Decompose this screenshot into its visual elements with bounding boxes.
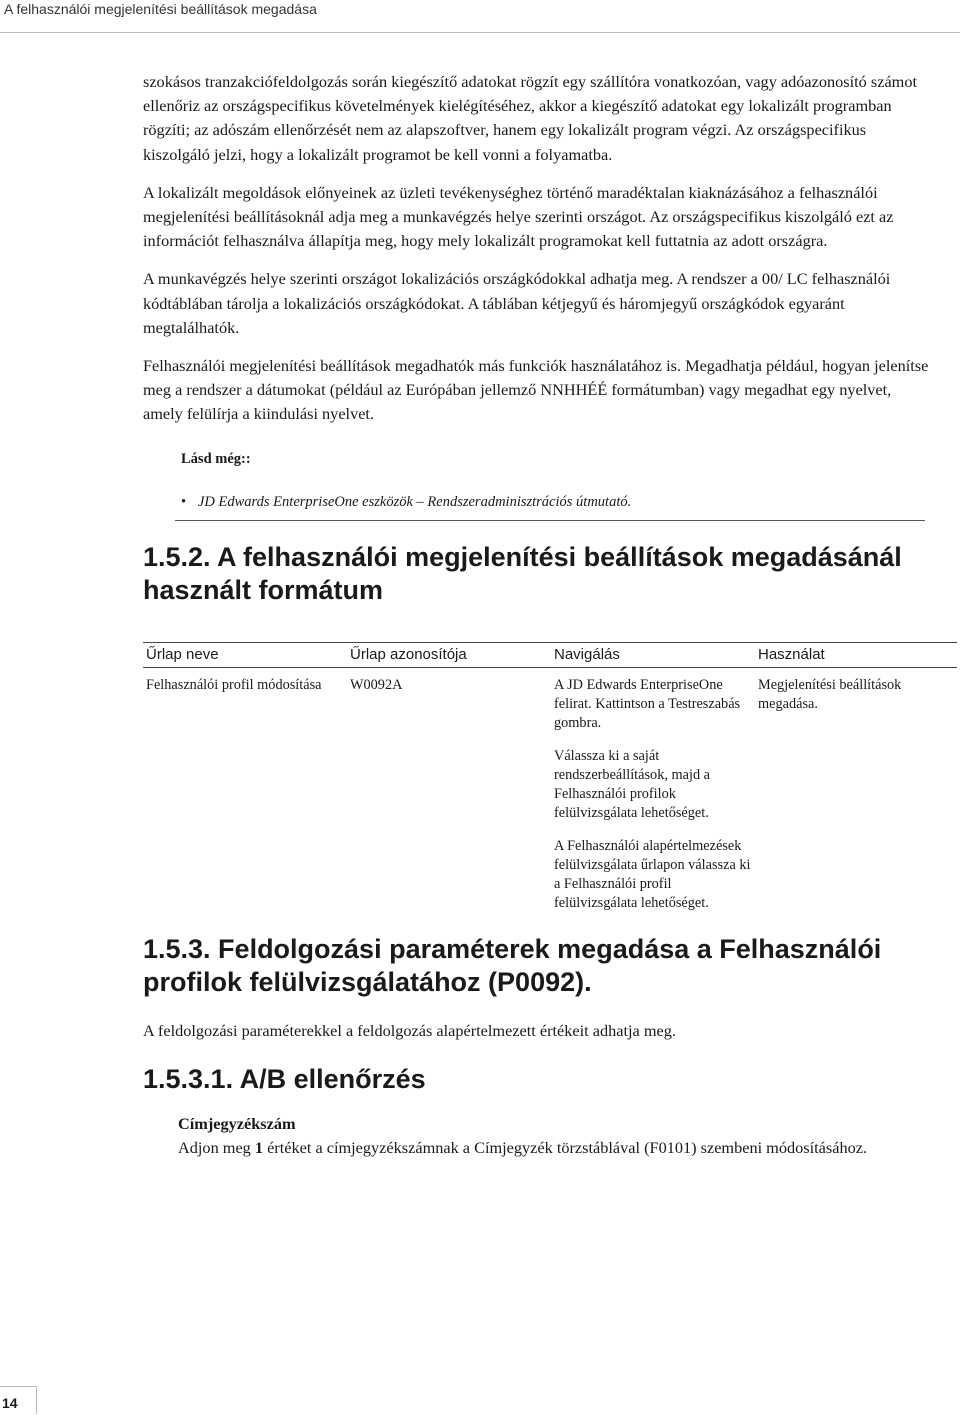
field-description-block <box>178 1112 933 1160</box>
see-also-link[interactable]: JD Edwards EnterpriseOne eszközök – Rendszeradminisztrációs útmutató. <box>198 493 632 510</box>
see-also-title: Lásd még:: <box>181 450 251 467</box>
see-also-divider <box>175 520 925 521</box>
see-also-item[interactable] <box>181 494 933 511</box>
field-title: Címjegyzékszám <box>178 1113 296 1133</box>
bullet-icon: • <box>181 493 187 510</box>
footer-divider <box>36 1386 37 1414</box>
column-header-usage: Használat <box>755 642 957 667</box>
see-also-list <box>181 494 933 511</box>
field-description <box>178 1136 933 1160</box>
column-header-form-id: Űrlap azonosítója <box>347 642 551 667</box>
paragraph-1: szokásos tranzakciófeldolgozás során kiegészítő adatokat rögzít egy szállítóra vonatkozóan, vagy adóazonosító számot ellenőriz az országspecifikus követelmények kielégítéséhez, akkor a kiegészítő adatokat egy lokalizált programban rögzíti; az adószám ellenőrzését nem az alapszoftver, hanem egy lokalizált program végzi. Az országspecifikus kiszolgáló jelzi, hogy a lokalizált programot be kell vonni a folyamatba. <box>143 72 918 164</box>
running-header <box>0 0 960 33</box>
paragraph-2: A lokalizált megoldások előnyeinek az üzleti tevékenységhez történő maradéktalan kiaknázásához a felhasználói megjelenítési beállításoknál adja meg a munkavégzés helye szerinti országot. Az országspecifikus kiszolgáló ezt az információt felhasználva állapítja meg, hogy mely lokalizált programokat kell futtatnia az adott országra. <box>143 182 894 251</box>
paragraph-4: Felhasználói megjelenítési beállítások megadhatók más funkciók használatához is. Megadhatja például, hogyan jelenítse meg a rendszer a dátumokat (például az Európában jellemző NNHHÉÉ formátumban) vagy megadhat egy nyelvet, amely felülírja a kiindulási nyelvet. <box>143 356 929 424</box>
cell-usage: Megjelenítési beállítások megadása. <box>758 676 902 712</box>
table-row <box>143 667 957 927</box>
section-heading-1-5-3: 1.5.3. Feldolgozási paraméterek megadása a Felhasználói profilok felülvizsgálatához (P0092). <box>143 933 882 997</box>
column-header-navigation: Navigálás <box>551 642 755 667</box>
page-content <box>143 70 933 1160</box>
cell-navigation <box>551 667 755 927</box>
field-text-after: értéket a címjegyzékszámnak a Címjegyzék törzstáblával (F0101) szembeni módosításához. <box>263 1137 868 1157</box>
forms-table <box>143 642 957 927</box>
running-header-title: A felhasználói megjelenítési beállítások megadása <box>4 1 317 17</box>
navigation-step-1: A JD Edwards EnterpriseOne felirat. Kattintson a Testreszabás gombra. <box>554 676 741 731</box>
navigation-step-3: A Felhasználói alapértelmezések felülvizsgálata űrlapon válassza ki a Felhasználói profil felülvizsgálata lehetőséget. <box>554 837 751 911</box>
section-1-5-3-intro: A feldolgozási paraméterekkel a feldolgozás alapértelmezett értékeit adhatja meg. <box>143 1020 676 1040</box>
column-header-form-name: Űrlap neve <box>143 642 347 667</box>
field-value-bold: 1 <box>254 1137 264 1157</box>
section-heading-1-5-2: 1.5.2. A felhasználói megjelenítési beállítások megadásánál használt formátum <box>143 541 902 605</box>
page-number-label: 14 <box>2 1395 18 1411</box>
cell-form-id: W0092A <box>350 676 403 693</box>
paragraph-3: A munkavégzés helye szerinti országot lokalizációs országkódokkal adhatja meg. A rendszer a 00/ LC felhasználói kódtáblában tárolja a lokalizációs országkódokat. A táblában kétjegyű és háromjegyű országkódok egyaránt megtalálhatók. <box>143 269 891 337</box>
section-heading-1-5-3-1: 1.5.3.1. A/B ellenőrzés <box>143 1063 426 1094</box>
table-header-row <box>143 642 957 667</box>
page-number <box>0 1386 36 1415</box>
field-text-before: Adjon meg <box>178 1137 255 1157</box>
cell-form-name: Felhasználói profil módosítása <box>146 676 322 693</box>
navigation-step-2: Válassza ki a saját rendszerbeállítások, majd a Felhasználói profilok felülvizsgálata lehetőséget. <box>554 747 711 821</box>
